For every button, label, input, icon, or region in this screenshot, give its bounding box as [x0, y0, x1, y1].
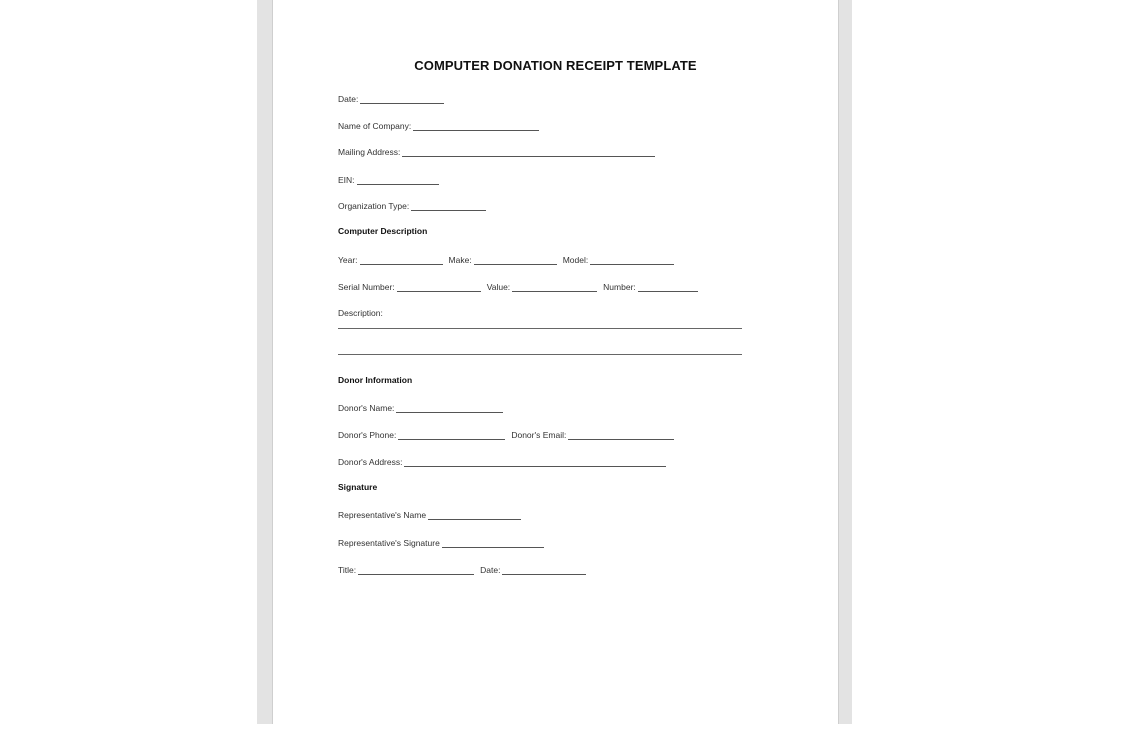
representative-signature-label: Representative's Signature: [338, 538, 440, 548]
model-label: Model:: [562, 255, 589, 265]
serial-number-label: Serial Number:: [338, 282, 395, 292]
ein-field: [338, 171, 445, 185]
mailing-address-blank[interactable]: [402, 148, 655, 157]
description-field: [338, 304, 383, 318]
representative-name-label: Representative's Name: [338, 510, 427, 520]
organization-type-blank[interactable]: [411, 202, 486, 211]
signature-title-blank[interactable]: [358, 566, 474, 575]
title-date-row: [338, 561, 592, 575]
description-line-2[interactable]: [338, 354, 742, 355]
organization-type-field: [338, 197, 492, 211]
representative-signature-blank[interactable]: [442, 539, 544, 548]
year-make-model-row: [338, 251, 680, 265]
ein-label: EIN:: [338, 175, 355, 185]
serial-number-blank[interactable]: [397, 283, 481, 292]
mailing-address-label: Mailing Address:: [338, 147, 401, 157]
computer-description-heading: Computer Description: [338, 226, 428, 236]
document-title: COMPUTER DONATION RECEIPT TEMPLATE: [414, 58, 697, 73]
value-blank[interactable]: [512, 283, 597, 292]
year-blank[interactable]: [360, 256, 443, 265]
representative-signature-field: [338, 534, 550, 548]
donor-phone-label: Donor's Phone:: [338, 430, 397, 440]
donor-address-field: [338, 453, 672, 467]
donor-email-label: Donor's Email:: [511, 430, 567, 440]
signature-date-label: Date:: [480, 565, 501, 575]
date-blank[interactable]: [360, 95, 444, 104]
document-page: [272, 0, 839, 724]
make-blank[interactable]: [474, 256, 557, 265]
description-line-1[interactable]: [338, 328, 742, 329]
donor-address-blank[interactable]: [404, 458, 666, 467]
donor-name-blank[interactable]: [396, 404, 503, 413]
number-label: Number:: [603, 282, 636, 292]
donor-address-label: Donor's Address:: [338, 457, 403, 467]
donor-name-label: Donor's Name:: [338, 403, 395, 413]
signature-date-blank[interactable]: [502, 566, 586, 575]
number-blank[interactable]: [638, 283, 698, 292]
description-label: Description:: [338, 308, 383, 318]
representative-name-field: [338, 506, 527, 520]
date-field: [338, 90, 450, 104]
donor-phone-email-row: [338, 426, 680, 440]
organization-type-label: Organization Type:: [338, 201, 410, 211]
make-label: Make:: [448, 255, 472, 265]
value-label: Value:: [486, 282, 511, 292]
signature-title-label: Title:: [338, 565, 357, 575]
company-blank[interactable]: [413, 122, 539, 131]
serial-value-number-row: [338, 278, 704, 292]
date-label: Date:: [338, 94, 359, 104]
donor-name-field: [338, 399, 509, 413]
year-label: Year:: [338, 255, 358, 265]
model-blank[interactable]: [590, 256, 674, 265]
ein-blank[interactable]: [357, 176, 439, 185]
donor-email-blank[interactable]: [568, 431, 674, 440]
donor-phone-blank[interactable]: [398, 431, 505, 440]
bottom-margin: [0, 724, 1140, 731]
mailing-address-field: [338, 143, 661, 157]
company-field: [338, 117, 545, 131]
company-label: Name of Company:: [338, 121, 412, 131]
signature-heading: Signature: [338, 482, 378, 492]
representative-name-blank[interactable]: [428, 511, 521, 520]
donor-information-heading: Donor Information: [338, 375, 413, 385]
